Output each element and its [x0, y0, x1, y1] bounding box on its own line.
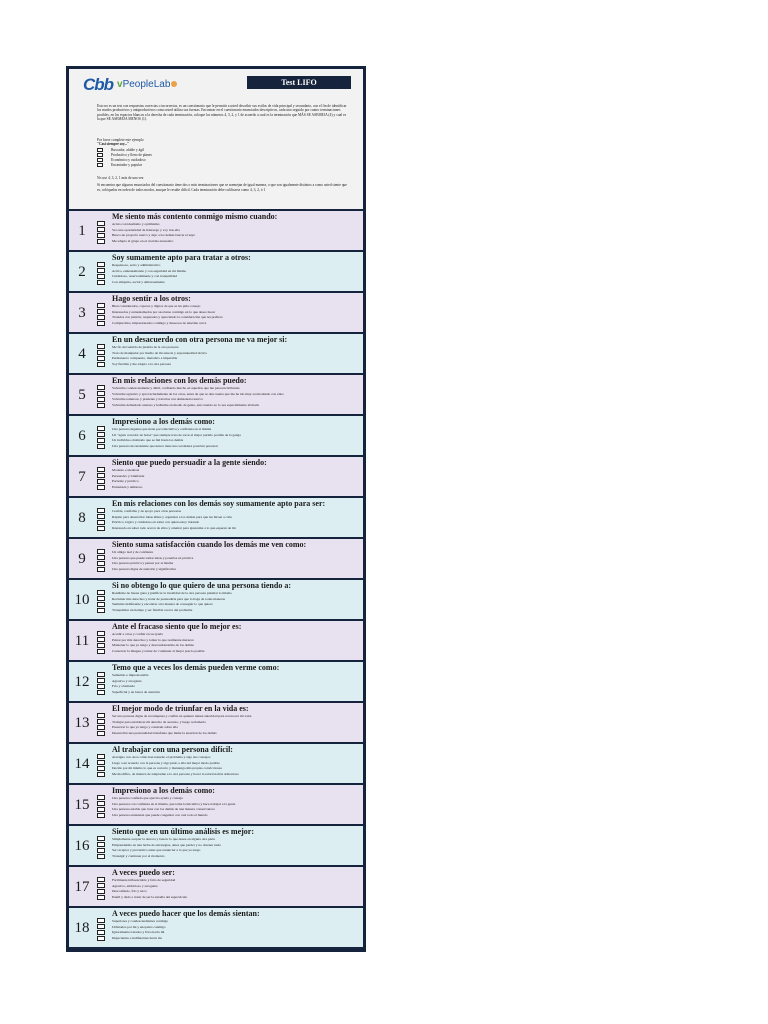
header	[69, 69, 363, 209]
answer-option: Modesto e idealista	[112, 468, 140, 472]
example-block	[97, 138, 349, 192]
question-number: 4	[78, 346, 86, 362]
answer-option: Fácilmente influenciable y falto de seguridad	[112, 878, 176, 882]
answer-option: Una persona digna de atención y significativa	[112, 566, 176, 571]
answer-option: Trabajar para establecer mi derecho de ascenso, y luego reclamarlo	[112, 719, 206, 724]
answer-option: Me adapto al grupo en el cual me encuentro	[112, 238, 174, 243]
answer-option: Volverme demasiado ansioso y hallarme en medio de gente, aun cuando no lo sea especialmente invitada	[112, 402, 259, 407]
page-title: Test LIFO	[247, 76, 351, 89]
example-note: No use 4, 3, 2, 1 más de una vez	[97, 175, 144, 180]
answer-option: Superficial y en busca de atención	[112, 689, 160, 694]
answer-box[interactable]	[97, 549, 105, 554]
question-section	[69, 334, 363, 373]
answer-option: Interesado en saber todo acerca de ellos y orientar para ajustarme a lo que esperan de mi	[112, 525, 236, 530]
answer-box[interactable]	[97, 795, 105, 800]
answer-option: Preservar lo que ya tengo y construir sobre ello	[112, 725, 179, 729]
answer-boxes	[97, 754, 105, 778]
answer-boxes	[97, 385, 105, 409]
answer-option: Respetuoso, serio y administrativo	[112, 263, 161, 267]
answer-option: Una persona inconsistente que nunca tiene una verdadera posición personal	[112, 443, 218, 448]
answer-box[interactable]	[97, 268, 105, 273]
instructions-text: Esto no es un test con respuestas correctas o incorrectas, es un cuestionario que le permitir a usted describir sus estilos de vida principal y secundario, con el fin de identificar los modos productivos y antiproductivos como usted utiliza sus fuerzas. Encontrar en el cuestionario enunciados descriptivos, cada uno seguido por cuatro terminaciones posibles, en los espacios blancos a la derecha de cada terminación, coloque los números 4, 3, 2, y 1 de acuerdo a cual es la terminación que MÁS SE ASEMEJA (4) y cual es la que SE ASEMEJA MENOS (1).	[97, 104, 347, 122]
answer-option: Interesados y entusiasmados por asociarse conmigo en lo que deseo hacer	[112, 309, 216, 314]
answer-boxes	[97, 262, 105, 286]
answer-option: Ser receptor y preventivo antes que renunciar a lo que ya tengo	[112, 848, 201, 852]
answer-option: Volverme agresivo y aprovechadamente de los otros, antes de que se den cuenta que me he ido muy acomodando con ellos	[112, 391, 284, 396]
answer-box[interactable]	[97, 754, 105, 759]
answer-box[interactable]	[97, 514, 105, 519]
answer-box[interactable]	[97, 725, 105, 730]
question-section	[69, 498, 363, 537]
question-number: 1	[78, 223, 86, 239]
answer-option: Sumatido e impresionable	[112, 673, 149, 677]
answer-option: Rápido para desarrollar ideas útiles y organizar a los demás para que las lleven a cabo	[112, 514, 233, 519]
answer-box[interactable]	[97, 678, 105, 683]
answer-option: Acudir a otros y confiar en su ayuda	[112, 632, 163, 636]
answer-box[interactable]	[97, 467, 105, 472]
question-text: Siento que en un último análisis es mejor:	[112, 827, 255, 836]
example-answer-box[interactable]	[97, 158, 103, 162]
question-section	[69, 252, 363, 291]
answer-box[interactable]	[97, 895, 105, 900]
question-text: Temo que a veces los demás pueden verme como:	[112, 663, 280, 672]
question-text: El mejor modo de triunfar en la vida es:	[112, 704, 249, 713]
question-section	[69, 375, 363, 414]
answer-box[interactable]	[97, 936, 105, 941]
answer-box[interactable]	[97, 350, 105, 355]
answer-box[interactable]	[97, 233, 105, 238]
answer-box[interactable]	[97, 262, 105, 267]
answer-box[interactable]	[97, 385, 105, 390]
question-section	[69, 293, 363, 332]
answer-box[interactable]	[97, 608, 105, 613]
answer-box[interactable]	[97, 813, 105, 818]
answer-option: Soy flexible y me adapto a la otra persona	[112, 361, 171, 366]
answer-option: Reclamar mis derechos y tratar de persuadirla para que lo haga de todas maneras	[112, 596, 226, 601]
answer-option: Llego a un acuerdo con la persona y sigo junto a ella del mejor modo posible	[112, 760, 220, 765]
answer-option: Práctico, lógico y cuidadoso en saber con quien estoy tratando	[112, 520, 200, 524]
question-section	[69, 662, 363, 701]
answer-box[interactable]	[97, 631, 105, 636]
answer-boxes	[97, 836, 105, 860]
answer-boxes	[97, 221, 105, 245]
question-text: Impresiono a los demás como:	[112, 417, 215, 426]
question-section	[69, 539, 363, 578]
answer-option: Busco un proyecto nuevo y dejo a los demás buscar el suyo	[112, 233, 196, 237]
answer-box[interactable]	[97, 315, 105, 320]
question-section	[69, 457, 363, 496]
answer-option: Conservar la imagen y tomar de 'continuar al mejor precio posible	[112, 648, 205, 653]
question-number: 12	[74, 674, 90, 690]
question-text: En mis relaciones con los demás puedo:	[112, 376, 247, 385]
answer-option: Superiores y condescendientes conmigo	[112, 919, 169, 923]
question-number: 15	[74, 797, 90, 813]
answer-box[interactable]	[97, 227, 105, 232]
answer-box[interactable]	[97, 918, 105, 923]
answer-option: Agresivo, ambicioso y arrogante	[112, 883, 158, 888]
answer-option: Volverme temeroso y prudente y tratarlos con demasiada reserva	[112, 397, 203, 401]
question-number: 9	[78, 551, 86, 567]
answer-boxes	[97, 426, 105, 450]
answer-boxes	[97, 508, 105, 532]
answer-option: Bien considerados, capaces y dignos de que se les pida consejo	[112, 304, 201, 308]
answer-box[interactable]	[97, 596, 105, 601]
answer-option: Pelear por mis derechos y tomar lo que realmente merezco	[112, 637, 195, 642]
answer-boxes	[97, 877, 105, 901]
answer-box[interactable]	[97, 555, 105, 560]
question-text: Soy sumamente apto para tratar a otros:	[112, 253, 251, 262]
question-number: 8	[78, 510, 86, 526]
question-text: Me siento más contento conmigo mismo cuando:	[112, 212, 278, 221]
question-section	[69, 580, 363, 619]
answer-box[interactable]	[97, 643, 105, 648]
question-text: Impresiono a los demás como:	[112, 786, 215, 795]
answer-option: Volverme condescendiente y débil, confiando mucho en aquellos que me parecen brillantes	[112, 386, 240, 390]
answer-box[interactable]	[97, 801, 105, 806]
answer-option: Desarrollar una personalidad triunfante que llame la atención de los demás	[112, 730, 217, 735]
answer-box[interactable]	[97, 924, 105, 929]
answer-option: Una persona con confianza en sí misma, que toma la iniciativa y hace trabajar a la gente	[112, 801, 236, 806]
answer-box[interactable]	[97, 889, 105, 894]
answer-box[interactable]	[97, 772, 105, 777]
answer-boxes	[97, 303, 105, 327]
answer-option: Activo, entusiasmando y con seguridad en mi mismo	[112, 268, 187, 273]
answer-option: Averiguo con otros cómo han resuelto el problema y sigo sus consejos	[112, 755, 211, 759]
answer-option: Rendirme de buena gana y justificar la irrealidad de la otra persona plasmar lo mismo	[112, 591, 232, 595]
answer-box[interactable]	[97, 356, 105, 361]
answer-box[interactable]	[97, 883, 105, 888]
question-text: En un desacuerdo con otra persona me va mejor si:	[112, 335, 288, 344]
answer-box[interactable]	[97, 526, 105, 531]
answer-box[interactable]	[97, 731, 105, 736]
answer-box[interactable]	[97, 438, 105, 443]
answer-option: Trato de manipular por medio de mi astucia y espontaneidad táctica	[112, 350, 207, 355]
question-number: 18	[74, 920, 90, 936]
answer-box[interactable]	[97, 303, 105, 308]
answer-boxes	[97, 713, 105, 737]
question-text: Ante el fracaso siento que lo mejor es:	[112, 622, 242, 631]
answer-boxes	[97, 918, 105, 942]
question-section	[69, 744, 363, 783]
answer-box[interactable]	[97, 321, 105, 326]
question-text: Siento suma satisfacción cuando los demás me ven como:	[112, 540, 307, 549]
answer-option: Tratados con justicia, respetados y apreciando la consideración que les prefiero	[112, 315, 223, 319]
answer-option: Me fio del sentido de justicia de la otra persona	[112, 345, 179, 349]
answer-box[interactable]	[97, 485, 105, 490]
answer-box[interactable]	[97, 848, 105, 853]
answer-option: Ser una persona digna de recompensa y confiar en quienes tienen autoridad para reconocer mi valor	[112, 714, 252, 718]
example-heading: Por favor complete este ejemplo	[97, 138, 144, 142]
cbb-logo: Cbb	[83, 75, 114, 94]
person-icon	[171, 81, 177, 87]
answer-option: Ignoramente tratados y fríos hacia mi	[112, 930, 165, 934]
answer-option: Un amigo leal y de confianza	[112, 550, 154, 554]
question-number: 6	[78, 428, 86, 444]
question-number: 13	[74, 715, 90, 731]
answer-box[interactable]	[97, 713, 105, 718]
answer-box[interactable]	[97, 426, 105, 431]
answer-box[interactable]	[97, 719, 105, 724]
example-option: Encantador y popular	[111, 162, 142, 167]
answer-option: Decido por mi mismo lo que es correcto y mantengo mis propias convicciones	[112, 766, 222, 770]
question-section	[69, 416, 363, 455]
question-number: 10	[74, 592, 90, 608]
question-section	[69, 621, 363, 660]
answer-option: Actúo con idealismo y optimismo	[112, 222, 160, 226]
answer-option: Entusiasta y amistoso	[112, 484, 143, 489]
question-text: A veces puedo hacer que los demás sientan:	[112, 909, 260, 918]
answer-box[interactable]	[97, 672, 105, 677]
answer-box[interactable]	[97, 690, 105, 695]
answer-box[interactable]	[97, 479, 105, 484]
answer-box[interactable]	[97, 280, 105, 285]
answer-option: Emprenderme en una lucha de estrategias, antes que perder y no obtener nada	[112, 842, 221, 847]
answer-option: Con simpatía, social y amistosamente	[112, 279, 165, 284]
question-text: En mis relaciones con los demás soy sumamente apto para ser:	[112, 499, 326, 508]
questions-list	[69, 211, 363, 947]
question-section	[69, 826, 363, 865]
answer-option: Simplemente aceptar la derrota y buscar lo que desee en alguna otra parte	[112, 837, 216, 841]
answer-box[interactable]	[97, 362, 105, 367]
answer-boxes	[97, 631, 105, 655]
example-question: "Casi siempre soy..."	[97, 142, 130, 147]
answer-option: Una persona ingenua que tiene poca iniciativa y confianza en sí misma	[112, 427, 212, 431]
example-answer-box[interactable]	[97, 153, 103, 157]
answer-option: Cuidadoso, reservadamente y con tranquilidad	[112, 274, 178, 278]
answer-box[interactable]	[97, 403, 105, 408]
question-number: 14	[74, 756, 90, 772]
question-section	[69, 908, 363, 947]
question-number: 2	[78, 264, 86, 280]
answer-option: Permanezco compuesto, metódico e imparable	[112, 356, 178, 360]
answer-option: Complacidos, impresionados conmigo y deseosos de tenerme cerca	[112, 320, 207, 325]
answer-option: Frío y obstinado	[112, 684, 135, 688]
answer-boxes	[97, 467, 105, 491]
answer-option: Una persona entusiasta que puede congeniar con casi todo el mundo	[112, 812, 208, 817]
answer-option: Pueril y dado a tratar de ser la estrella del espectáculo	[112, 894, 188, 899]
question-number: 11	[74, 633, 90, 649]
answer-box[interactable]	[97, 649, 105, 654]
answer-option: Una persona confiada que ejercita ayuda y consejo	[112, 796, 184, 800]
example-answer-box[interactable]	[97, 163, 103, 167]
answer-box[interactable]	[97, 637, 105, 642]
question-number: 16	[74, 838, 90, 854]
question-section	[69, 867, 363, 906]
answer-boxes	[97, 795, 105, 819]
answer-box[interactable]	[97, 309, 105, 314]
answer-box[interactable]	[97, 239, 105, 244]
question-number: 7	[78, 469, 86, 485]
question-section	[69, 785, 363, 824]
answer-box[interactable]	[97, 602, 105, 607]
answer-option: Veo una oportunidad de liderazgo y voy tras ella	[112, 227, 180, 232]
answer-option: Me modifico, de manera de adaptarme a la otra persona y hacer la relación más armoniosa	[112, 771, 239, 776]
answer-box[interactable]	[97, 877, 105, 882]
example-option: Productivo y lleno de planes	[111, 152, 152, 157]
answer-box[interactable]	[97, 766, 105, 771]
answer-box[interactable]	[97, 590, 105, 595]
answer-box[interactable]	[97, 836, 105, 841]
answer-option: Una persona estable que trata con los demás de una manera conservadora	[112, 807, 215, 811]
question-text: Si no obtengo lo que quiero de una persona tiendo a:	[112, 581, 291, 590]
peoplelab-logo: vPeopleLab	[117, 79, 177, 90]
answer-option: Paciente y práctico	[112, 479, 139, 483]
answer-option: Transigir y continuar por el momento	[112, 853, 165, 858]
answer-option: Sentirme indiferente y encontrar otra manera de conseguir lo que quiero	[112, 602, 213, 606]
answer-box[interactable]	[97, 561, 105, 566]
instructions	[97, 104, 349, 126]
question-section	[69, 703, 363, 742]
answer-option: Un "agala corredor de bolsa" que siempre trata de sacar el mejor partido posible de la ganga	[112, 432, 241, 437]
answer-option: Desconfiado, frío y terco	[112, 889, 147, 893]
question-number: 3	[78, 305, 86, 321]
question-text: A veces puedo ser:	[112, 868, 175, 877]
answer-box[interactable]	[97, 473, 105, 478]
answer-box[interactable]	[97, 854, 105, 859]
answer-option: Impacientes e indiferentes hacia mi	[112, 935, 162, 940]
question-text: Al trabajar con una persona difícil:	[112, 745, 233, 754]
answer-box[interactable]	[97, 444, 105, 449]
answer-option: Un individuo obstinado que se fiel hasta los demás	[112, 438, 184, 442]
answer-box[interactable]	[97, 391, 105, 396]
answer-option: Agresivo y arrogante	[112, 678, 142, 683]
answer-box[interactable]	[97, 274, 105, 279]
answer-box[interactable]	[97, 508, 105, 513]
answer-boxes	[97, 344, 105, 368]
example-option: Económico y cuidadoso	[111, 157, 146, 162]
answer-box[interactable]	[97, 930, 105, 935]
answer-box[interactable]	[97, 760, 105, 765]
answer-box[interactable]	[97, 397, 105, 402]
lifo-test-sheet	[66, 66, 366, 952]
answer-option: Una persona práctica y pensar por sí misma	[112, 561, 174, 565]
answer-box[interactable]	[97, 432, 105, 437]
answer-option: Mantener lo que ya tengo y desconsiderarme de los demás	[112, 643, 194, 647]
answer-box[interactable]	[97, 344, 105, 349]
question-text: Siento que puedo persuadir a la gente siendo:	[112, 458, 267, 467]
answer-box[interactable]	[97, 684, 105, 689]
answer-boxes	[97, 549, 105, 573]
answer-box[interactable]	[97, 567, 105, 572]
answer-option: Tranquilizar un tiempo y ser flexible acerca del problema	[112, 607, 193, 612]
question-number: 17	[74, 879, 90, 895]
answer-option: Una persona que puede tomar ideas y ponerlas en práctica	[112, 555, 194, 560]
answer-box[interactable]	[97, 221, 105, 226]
example-note: Si encuentra que algunos enunciados del cuestionario tiene dos o más terminaciones que se asemejan de igual manera, o que son igualmente distintos a como usted siente que es, colóquelas en orden de todos modos, aunque le resulte difícil. Cada terminación debe calificarse como 4, 3, 2, ó 1	[97, 183, 347, 192]
answer-boxes	[97, 672, 105, 696]
question-text: Hago sentir a los otros:	[112, 294, 191, 303]
question-section	[69, 211, 363, 250]
answer-option: Utilizados por mi y enojados conmigo	[112, 924, 166, 929]
example-option: Buscador, afable y ágil	[111, 147, 144, 152]
answer-option: Persuasivo y triunfante	[112, 473, 145, 478]
example-answer-box[interactable]	[97, 148, 103, 152]
answer-box[interactable]	[97, 520, 105, 525]
question-number: 5	[78, 387, 86, 403]
answer-option: Creíble, confiable y de apoyo para otras personas	[112, 509, 182, 513]
answer-boxes	[97, 590, 105, 614]
answer-box[interactable]	[97, 807, 105, 812]
answer-box[interactable]	[97, 842, 105, 847]
